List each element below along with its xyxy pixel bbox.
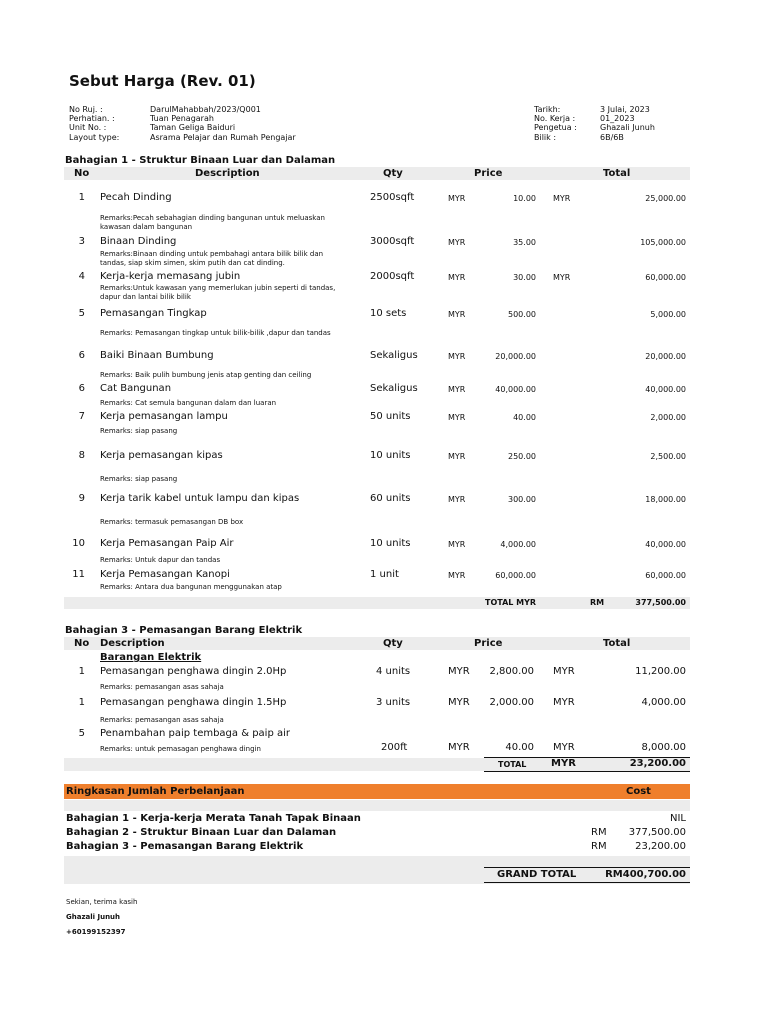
row-total: 2,000.00 [650, 413, 686, 422]
row-remarks: Remarks: untuk pemasagan penghawa dingin [100, 745, 261, 753]
row-currency: MYR [448, 697, 470, 708]
row-currency: MYR [448, 452, 466, 461]
row-description: Baiki Binaan Bumbung [100, 350, 214, 361]
row-unit-price: 30.00 [513, 273, 536, 282]
row-total: 40,000.00 [645, 540, 686, 549]
summary-row-label: Bahagian 2 - Struktur Binaan Luar dan Dalaman [66, 827, 337, 838]
row-currency: MYR [448, 310, 466, 319]
row-currency: MYR [448, 571, 466, 580]
document-title: Sebut Harga (Rev. 01) [69, 72, 256, 90]
row-remarks: Remarks: siap pasang [100, 475, 178, 483]
row-description: Kerja Pemasangan Kanopi [100, 569, 230, 580]
row-total: 8,000.00 [641, 742, 686, 753]
section3-total-label: TOTAL [498, 760, 527, 769]
section3-total-value: 23,200.00 [629, 758, 686, 769]
summary-title: Ringkasan Jumlah Perbelanjaan [66, 786, 245, 797]
row-unit-price: 40,000.00 [495, 385, 536, 394]
summary-row-currency: RM [591, 827, 607, 838]
grand-total-bar [64, 856, 690, 884]
row-description: Binaan Dinding [100, 236, 177, 247]
row-qty: 10 units [370, 538, 411, 549]
row-remarks: Remarks: siap pasang [100, 427, 178, 435]
meta-left-value: Taman Geliga Baiduri [150, 123, 236, 132]
row-total-currency: MYR [553, 194, 571, 203]
summary-row-value: NIL [669, 813, 686, 824]
row-unit-price: 2,000.00 [489, 697, 534, 708]
meta-right-value: 3 Julai, 2023 [600, 105, 650, 114]
row-no: 6 [78, 350, 85, 361]
summary-row-value: 23,200.00 [635, 841, 686, 852]
row-no: 6 [78, 383, 85, 394]
row-unit-price: 300.00 [508, 495, 536, 504]
row-description: Pemasangan penghawa dingin 2.0Hp [100, 666, 287, 677]
row-unit-price: 250.00 [508, 452, 536, 461]
section3-header-qty: Qty [383, 638, 403, 649]
row-description: Cat Bangunan [100, 383, 172, 394]
row-qty: Sekaligus [370, 383, 418, 394]
row-currency: MYR [448, 273, 466, 282]
row-remarks: Remarks: pemasangan asas sahaja [100, 683, 224, 691]
row-description: Kerja pemasangan kipas [100, 450, 223, 461]
section3-total-currency: MYR [551, 758, 576, 769]
meta-right-label: No. Kerja : [534, 114, 576, 123]
summary-row-label: Bahagian 1 - Kerja-kerja Merata Tanah Tapak Binaan [66, 813, 361, 824]
meta-left-label: Perhatian. : [69, 114, 115, 123]
summary-row-currency: RM [591, 841, 607, 852]
row-total: 60,000.00 [645, 273, 686, 282]
row-remarks: Remarks: Cat semula bangunan dalam dan luaran [100, 399, 277, 407]
row-description: Kerja pemasangan lampu [100, 411, 228, 422]
meta-left-value: Tuan Penagarah [150, 114, 214, 123]
row-currency: MYR [448, 385, 466, 394]
row-no: 10 [72, 538, 85, 549]
row-remarks: tandas, siap skim simen, skim putih dan cat dinding. [100, 259, 285, 267]
section1-header-bar [64, 167, 690, 180]
section1-header-description: Description [195, 168, 260, 179]
row-qty: 3 units [376, 697, 411, 708]
row-remarks: Remarks: Antara dua bangunan menggunakan atap [100, 583, 282, 591]
row-no: 3 [78, 236, 85, 247]
row-qty: 2500sqft [370, 192, 415, 203]
section3-header-price: Price [474, 638, 503, 649]
closing-name: Ghazali Junuh [66, 913, 121, 921]
section3-subheading: Barangan Elektrik [100, 652, 202, 663]
row-unit-price: 40.00 [505, 742, 534, 753]
row-description: Kerja tarik kabel untuk lampu dan kipas [100, 493, 300, 504]
row-currency: MYR [448, 413, 466, 422]
row-total-currency: MYR [553, 742, 575, 753]
row-unit-price: 20,000.00 [495, 352, 536, 361]
row-no: 9 [78, 493, 85, 504]
row-description: Pemasangan penghawa dingin 1.5Hp [100, 697, 287, 708]
grand-total-bottom-line [484, 882, 690, 883]
section3-title: Bahagian 3 - Pemasangan Barang Elektrik [65, 625, 303, 636]
row-description: Kerja-kerja memasang jubin [100, 271, 241, 282]
row-unit-price: 35.00 [513, 238, 536, 247]
row-total: 11,200.00 [635, 666, 686, 677]
summary-cost-label: Cost [626, 786, 651, 797]
row-unit-price: 10.00 [513, 194, 536, 203]
row-no: 1 [78, 666, 85, 677]
row-total: 25,000.00 [645, 194, 686, 203]
row-no: 1 [78, 697, 85, 708]
row-unit-price: 2,800.00 [489, 666, 534, 677]
row-total: 2,500.00 [650, 452, 686, 461]
meta-left-label: No Ruj. : [69, 105, 103, 114]
row-currency: MYR [448, 540, 466, 549]
row-currency: MYR [448, 238, 466, 247]
row-remarks: Remarks:Binaan dinding untuk pembahagi antara bilik bilik dan [100, 250, 324, 258]
meta-right-label: Tarikh: [534, 105, 561, 114]
row-unit-price: 60,000.00 [495, 571, 536, 580]
row-qty: 50 units [370, 411, 411, 422]
row-unit-price: 500.00 [508, 310, 536, 319]
meta-left-label: Unit No. : [69, 123, 107, 132]
row-remarks: Remarks: Untuk dapur dan tandas [100, 556, 221, 564]
section3-header-total: Total [603, 638, 631, 649]
row-currency: MYR [448, 194, 466, 203]
row-currency: MYR [448, 495, 466, 504]
row-remarks: Remarks:Pecah sebahagian dinding bangunan untuk meluaskan [100, 214, 325, 222]
row-qty: 2000sqft [370, 271, 415, 282]
meta-right-value: 6B/6B [600, 133, 624, 142]
summary-spacer-bar [64, 800, 690, 811]
section1-title: Bahagian 1 - Struktur Binaan Luar dan Dalaman [65, 155, 336, 166]
section3-header-no: No [74, 638, 90, 649]
row-remarks: Remarks: Baik pulih bumbung jenis atap genting dan ceiling [100, 371, 312, 379]
row-qty: 10 sets [370, 308, 407, 319]
row-unit-price: 4,000.00 [500, 540, 536, 549]
section3-total-bar [64, 758, 690, 771]
meta-left-value: DarulMahabbah/2023/Q001 [150, 105, 261, 114]
row-description: Pemasangan Tingkap [100, 308, 207, 319]
row-no: 1 [78, 192, 85, 203]
row-no: 8 [78, 450, 85, 461]
section1-total-label: TOTAL MYR [485, 598, 537, 607]
grand-total-label: GRAND TOTAL [497, 869, 577, 880]
section1-header-qty: Qty [383, 168, 403, 179]
row-currency: MYR [448, 666, 470, 677]
section1-total-value: 377,500.00 [635, 598, 686, 607]
section3-header-description: Description [100, 638, 165, 649]
row-total: 5,000.00 [650, 310, 686, 319]
meta-left-value: Asrama Pelajar dan Rumah Pengajar [150, 133, 296, 142]
row-total: 105,000.00 [640, 238, 686, 247]
summary-row-value: 377,500.00 [628, 827, 686, 838]
row-currency: MYR [448, 742, 470, 753]
meta-right-value: Ghazali Junuh [600, 123, 655, 132]
section1-header-no: No [74, 168, 90, 179]
row-remarks: Remarks: Pemasangan tingkap untuk bilik-bilik ,dapur dan tandas [100, 329, 331, 337]
row-no: 5 [78, 308, 85, 319]
row-remarks: kawasan dalam bangunan [100, 223, 193, 231]
closing-greeting: Sekian, terima kasih [66, 898, 138, 906]
row-qty: 4 units [376, 666, 411, 677]
row-currency: MYR [448, 352, 466, 361]
meta-right-label: Pengetua : [534, 123, 577, 132]
row-qty: 3000sqft [370, 236, 415, 247]
row-remarks: Remarks:Untuk kawasan yang memerlukan jubin seperti di tandas, [100, 284, 336, 292]
row-no: 7 [78, 411, 85, 422]
section1-header-price: Price [474, 168, 503, 179]
section1-header-total: Total [603, 168, 631, 179]
row-no: 4 [78, 271, 85, 282]
row-qty: 10 units [370, 450, 411, 461]
row-qty: 1 unit [370, 569, 399, 580]
row-total: 20,000.00 [645, 352, 686, 361]
row-total: 60,000.00 [645, 571, 686, 580]
row-total-currency: MYR [553, 273, 571, 282]
row-total: 40,000.00 [645, 385, 686, 394]
row-qty: Sekaligus [370, 350, 418, 361]
row-description: Kerja Pemasangan Paip Air [100, 538, 234, 549]
row-total-currency: MYR [553, 697, 575, 708]
row-remarks: Remarks: pemasangan asas sahaja [100, 716, 224, 724]
meta-right-value: 01_2023 [600, 114, 635, 123]
row-no: 5 [78, 728, 85, 739]
row-qty: 200ft [381, 742, 408, 753]
grand-total-top-line [484, 867, 690, 868]
row-qty: 60 units [370, 493, 411, 504]
row-total-currency: MYR [553, 666, 575, 677]
row-remarks: Remarks: termasuk pemasangan DB box [100, 518, 244, 526]
row-description: Penambahan paip tembaga & paip air [100, 728, 290, 739]
meta-left-label: Layout type: [69, 133, 120, 142]
row-description: Pecah Dinding [100, 192, 172, 203]
row-unit-price: 40.00 [513, 413, 536, 422]
summary-row-label: Bahagian 3 - Pemasangan Barang Elektrik [66, 841, 304, 852]
section3-total-bottom-line [484, 771, 690, 772]
meta-right-label: Bilik : [534, 133, 557, 142]
section1-total-currency: RM [590, 598, 605, 607]
row-no: 11 [72, 569, 85, 580]
closing-phone: +60199152397 [66, 928, 126, 936]
row-total: 18,000.00 [645, 495, 686, 504]
row-total: 4,000.00 [641, 697, 686, 708]
row-remarks: dapur dan lantai bilik bilik [100, 293, 191, 301]
grand-total-value: RM400,700.00 [605, 869, 686, 880]
